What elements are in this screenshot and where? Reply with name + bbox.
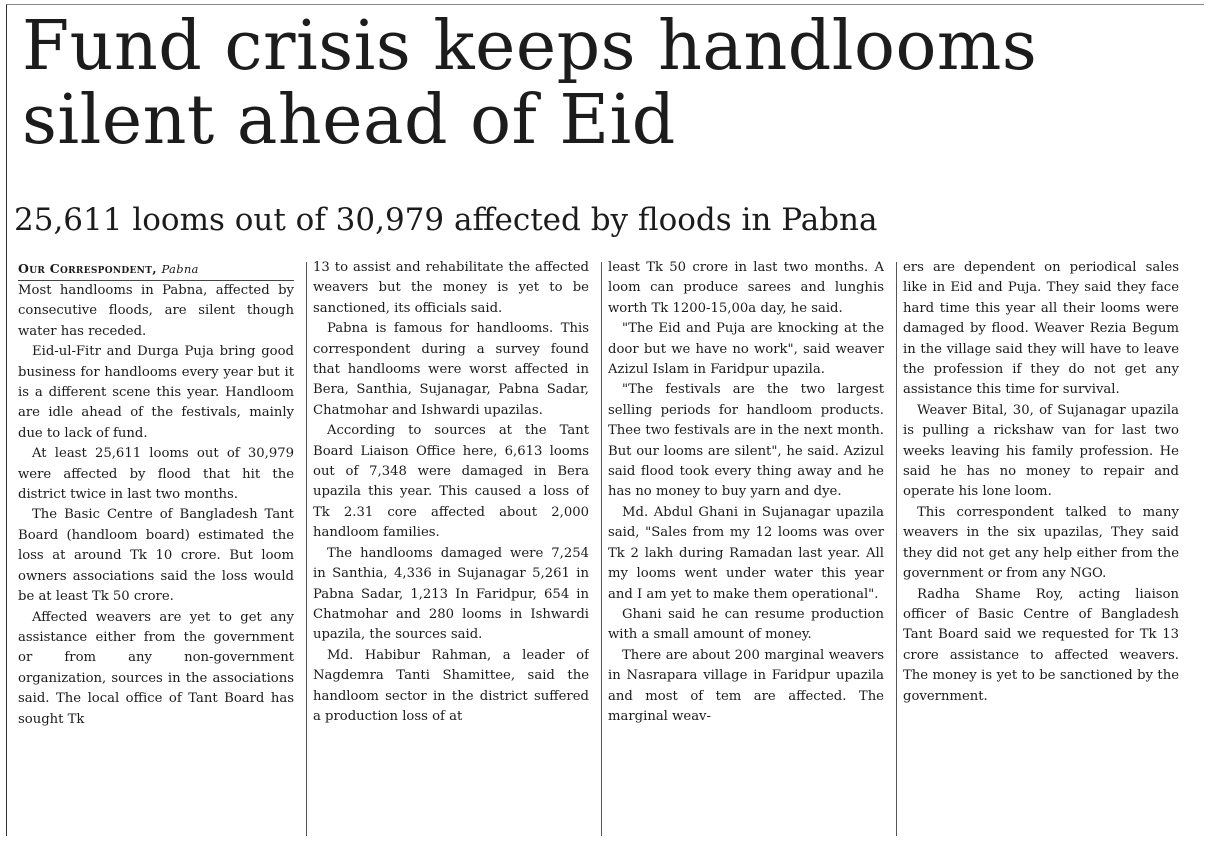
paragraph: Eid-ul-Fitr and Durga Puja bring good business for handlooms every year but it is a different scene this year. Handloom are idle ahead of the festivals, mainly due to lack of fund. bbox=[18, 344, 294, 441]
paragraph: Most handlooms in Pabna, affected by consecutive floods, are silent though water has receded. bbox=[18, 283, 294, 339]
article-column-3 bbox=[608, 258, 884, 836]
column-rule bbox=[601, 262, 602, 836]
paragraph: Weaver Bital, 30, of Sujanagar upazila is pulling a rickshaw van for last two weeks leaving his family profession. He said he has no money to repair and operate his lone loom. bbox=[903, 402, 1179, 500]
byline bbox=[18, 258, 294, 281]
paragraph: There are about 200 marginal weavers in Nasrapara village in Faridpur upazila and most of tem are affected. The marginal weav- bbox=[608, 647, 884, 724]
byline-author: Our Correspondent, bbox=[18, 261, 157, 276]
paragraph: At least 25,611 looms out of 30,979 were affected by flood that hit the district twice in last two months. bbox=[18, 446, 294, 503]
article-column-1 bbox=[18, 258, 294, 836]
article-column-4 bbox=[903, 258, 1179, 836]
paragraph: Md. Habibur Rahman, a leader of Nagdemra Tanti Shamittee, said the handloom sector in the district suffered a production loss of at bbox=[313, 647, 589, 724]
column-rule bbox=[306, 262, 307, 836]
paragraph: "The Eid and Puja are knocking at the door but we have no work", said weaver Azizul Islam in Faridpur upazila. bbox=[608, 321, 884, 378]
paragraph: Pabna is famous for handlooms. This correspondent during a survey found that handlooms were worst affected in Bera, Santhia, Sujanagar, Pabna Sadar, Chatmohar and Ishwardi upazilas. bbox=[313, 321, 589, 418]
paragraph: 13 to assist and rehabilitate the affected weavers but the money is yet to be sanctioned, its officials said. bbox=[313, 260, 589, 316]
headline-line-1: Fund crisis keeps handlooms bbox=[22, 7, 1038, 86]
paragraph: Ghani said he can resume production with a small amount of money. bbox=[608, 606, 884, 643]
paragraph: "The festivals are the two largest selling periods for handloom products. Thee two festivals are in the next month. But our looms are silent", he said. Azizul said flood took every thing away and he has no money to buy yarn and dye. bbox=[608, 382, 884, 500]
article-body bbox=[14, 258, 1194, 838]
headline-line-2: silent ahead of Eid bbox=[22, 81, 676, 160]
article-column-2 bbox=[313, 258, 589, 836]
paragraph: Radha Shame Roy, acting liaison officer of Basic Centre of Bangladesh Tant Board said we requested for Tk 13 crore assistance to affected weavers. The money is yet to be sanctioned by the government. bbox=[903, 586, 1179, 704]
paragraph: The Basic Centre of Bangladesh Tant Board (handloom board) estimated the loss at around Tk 10 crore. But loom owners associations said the loss would be at least Tk 50 crore. bbox=[18, 507, 294, 605]
paragraph: This correspondent talked to many weavers in the six upazilas, They said they did not get any help either from the government or from any NGO. bbox=[903, 504, 1179, 582]
byline-place: Pabna bbox=[161, 262, 199, 276]
subheadline: 25,611 looms out of 30,979 affected by floods in Pabna bbox=[14, 202, 878, 238]
headline bbox=[22, 7, 1192, 160]
paragraph: Md. Abdul Ghani in Sujanagar upazila said, "Sales from my 12 looms was over Tk 2 lakh during Ramadan last year. All my looms went under water this year and I am yet to make them operational". bbox=[608, 504, 884, 602]
paragraph: least Tk 50 crore in last two months. A loom can produce sarees and lunghis worth Tk 1200-15,00a day, he said. bbox=[608, 260, 884, 316]
paragraph: According to sources at the Tant Board Liaison Office here, 6,613 looms out of 7,348 were damaged in Bera upazila this year. This caused a loss of Tk 2.31 core affected about 2,000 handloom families. bbox=[313, 423, 589, 541]
column-rule bbox=[896, 262, 897, 836]
paragraph: The handlooms damaged were 7,254 in Santhia, 4,336 in Sujanagar 5,261 in Pabna Sadar, 1,213 In Faridpur, 654 in Chatmohar and 280 looms in Ishwardi upazila, the sources said. bbox=[313, 545, 589, 643]
paragraph: ers are dependent on periodical sales like in Eid and Puja. They said they face hard time this year all their looms were damaged by flood. Weaver Rezia Begum in the village said they will have to leave the profession if they do not get any assistance this time for survival. bbox=[903, 260, 1179, 398]
paragraph: Affected weavers are yet to get any assistance either from the government or from any non-government organization, sources in the associations said. The local office of Tant Board has sought Tk bbox=[18, 609, 294, 727]
